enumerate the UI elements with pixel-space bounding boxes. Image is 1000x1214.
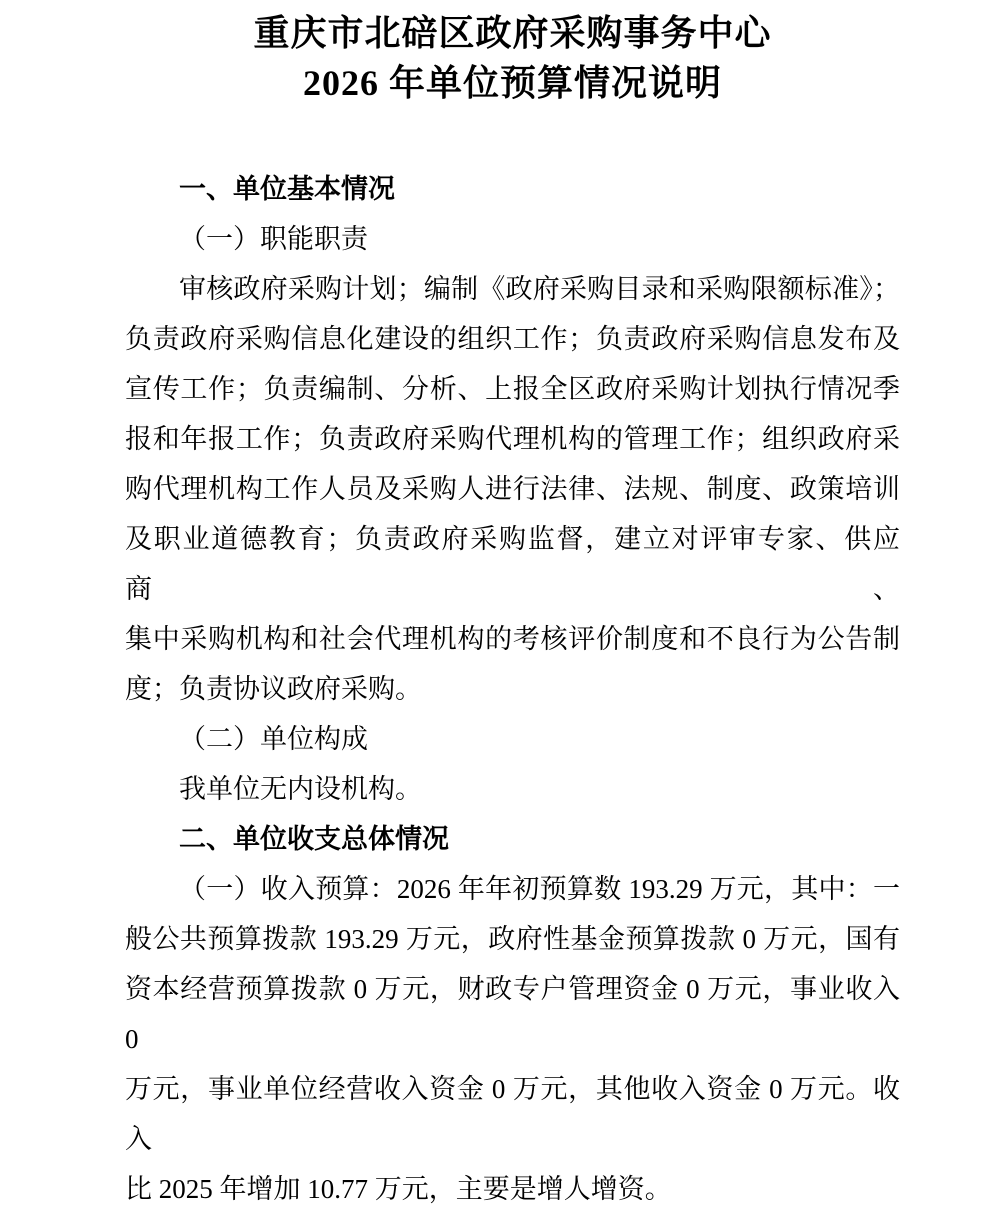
paragraph-duties <box>125 264 900 714</box>
paragraph-income-line-5: 比 2025 年增加 10.77 万元，主要是增人增资。 <box>125 1174 672 1204</box>
paragraph-duties-line-8: 度；负责协议政府采购。 <box>125 674 422 704</box>
paragraph-income-line-2: 般公共预算拨款 193.29 万元，政府性基金预算拨款 0 万元，国有 <box>125 924 900 954</box>
document-title-line-2: 2026 年单位预算情况说明 <box>302 63 722 103</box>
section-heading-1: 一、单位基本情况 <box>179 174 395 204</box>
paragraph-duties-line-4: 报和年报工作；负责政府采购代理机构的管理工作；组织政府采 <box>125 424 900 454</box>
document-title <box>125 8 900 108</box>
paragraph-duties-line-2: 负责政府采购信息化建设的组织工作；负责政府采购信息发布及 <box>125 324 900 354</box>
paragraph-duties-line-6: 及职业道德教育；负责政府采购监督，建立对评审专家、供应商、 <box>125 524 900 604</box>
subsection-heading-1-1: （一）职能职责 <box>179 224 368 254</box>
paragraph-income-line-1: （一）收入预算：2026 年年初预算数 193.29 万元，其中：一 <box>179 874 900 904</box>
subsection-heading-1-2: （二）单位构成 <box>179 724 368 754</box>
paragraph-structure <box>125 764 900 814</box>
paragraph-duties-line-3: 宣传工作；负责编制、分析、上报全区政府采购计划执行情况季 <box>125 374 900 404</box>
document-title-line-1: 重庆市北碚区政府采购事务中心 <box>253 13 772 53</box>
paragraph-duties-line-1: 审核政府采购计划；编制《政府采购目录和采购限额标准》； <box>179 274 900 304</box>
paragraph-income-line-4: 万元，事业单位经营收入资金 0 万元，其他收入资金 0 万元。收入 <box>125 1074 900 1154</box>
paragraph-income-budget <box>125 864 900 1214</box>
section-heading-2: 二、单位收支总体情况 <box>179 824 449 854</box>
paragraph-income-line-3: 资本经营预算拨款 0 万元，财政专户管理资金 0 万元，事业收入 0 <box>125 974 900 1054</box>
paragraph-duties-line-5: 购代理机构工作人员及采购人进行法律、法规、制度、政策培训 <box>125 474 900 504</box>
paragraph-duties-line-7: 集中采购机构和社会代理机构的考核评价制度和不良行为公告制 <box>125 624 900 654</box>
paragraph-structure-line-1: 我单位无内设机构。 <box>179 774 422 804</box>
